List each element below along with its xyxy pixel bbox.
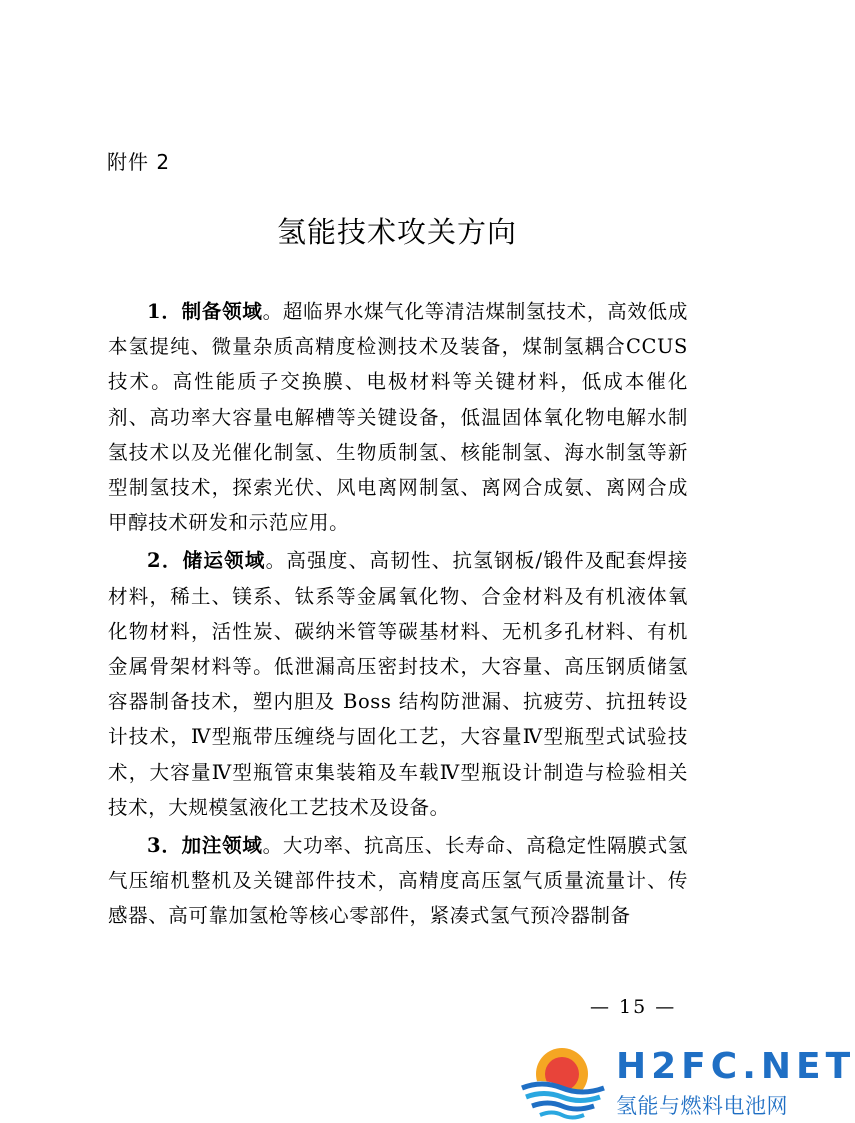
section-heading: 3．加注领域 [147, 834, 263, 858]
section-text: 。大功率、抗高压、长寿命、高稳定性隔膜式氢气压缩机整机及关键部件技术，高精度高压氢气质量流量计、传感器、高可靠加氢枪等核心零部件，紧凑式氢气预冷器制备 [108, 834, 689, 928]
logo-brand: H2FC.NET [616, 1046, 855, 1087]
section-heading: 1．制备领域 [147, 300, 263, 323]
section-paragraph [108, 294, 688, 540]
section-heading: 2．储运领域 [147, 549, 266, 573]
logo-mark-icon [516, 1040, 606, 1120]
page-number: — 15 — [590, 996, 677, 1018]
document-body [108, 294, 688, 934]
section-paragraph [108, 543, 688, 825]
watermark-logo [516, 1040, 855, 1120]
attachment-label: 附件 2 [107, 150, 171, 174]
section-text: 。超临界水煤气化等清洁煤制氢技术，高效低成本氢提纯、微量杂质高精度检测技术及装备，煤制氢耦合CCUS 技术。高性能质子交换膜、电极材料等关键材料，低成本催化剂、高功率大容量电解槽等关键设备，低温固体氧化物电解水制氢技术以及光催化制氢、生物质制氢、核能制氢、海水制氢等新型制氢技术，探索光伏、风电离网制氢、离网合成氨、离网合成甲醇技术研发和示范应用。 [108, 300, 689, 535]
logo-subtitle: 氢能与燃料电池网 [616, 1094, 788, 1118]
section-paragraph [108, 828, 688, 934]
document-title: 氢能技术攻关方向 [276, 215, 517, 249]
section-text: 。高强度、高韧性、抗氢钢板/锻件及配套焊接材料，稀土、镁系、钛系等金属氧化物、合金材料及有机液体氧化物材料，活性炭、碳纳米管等碳基材料、无机多孔材料、有机金属骨架材料等。低泄漏高压密封技术，大容量、高压钢质储氢容器制备技术，塑内胆及 Boss 结构防泄漏、抗疲劳、抗扭转设计技术，Ⅳ型瓶带压缠绕与固化工艺，大容量Ⅳ型瓶型式试验技术，大容量Ⅳ型瓶管束集装箱及车载Ⅳ型瓶设计制造与检验相关技术，大规模氢液化工艺技术及设备。 [108, 549, 689, 819]
